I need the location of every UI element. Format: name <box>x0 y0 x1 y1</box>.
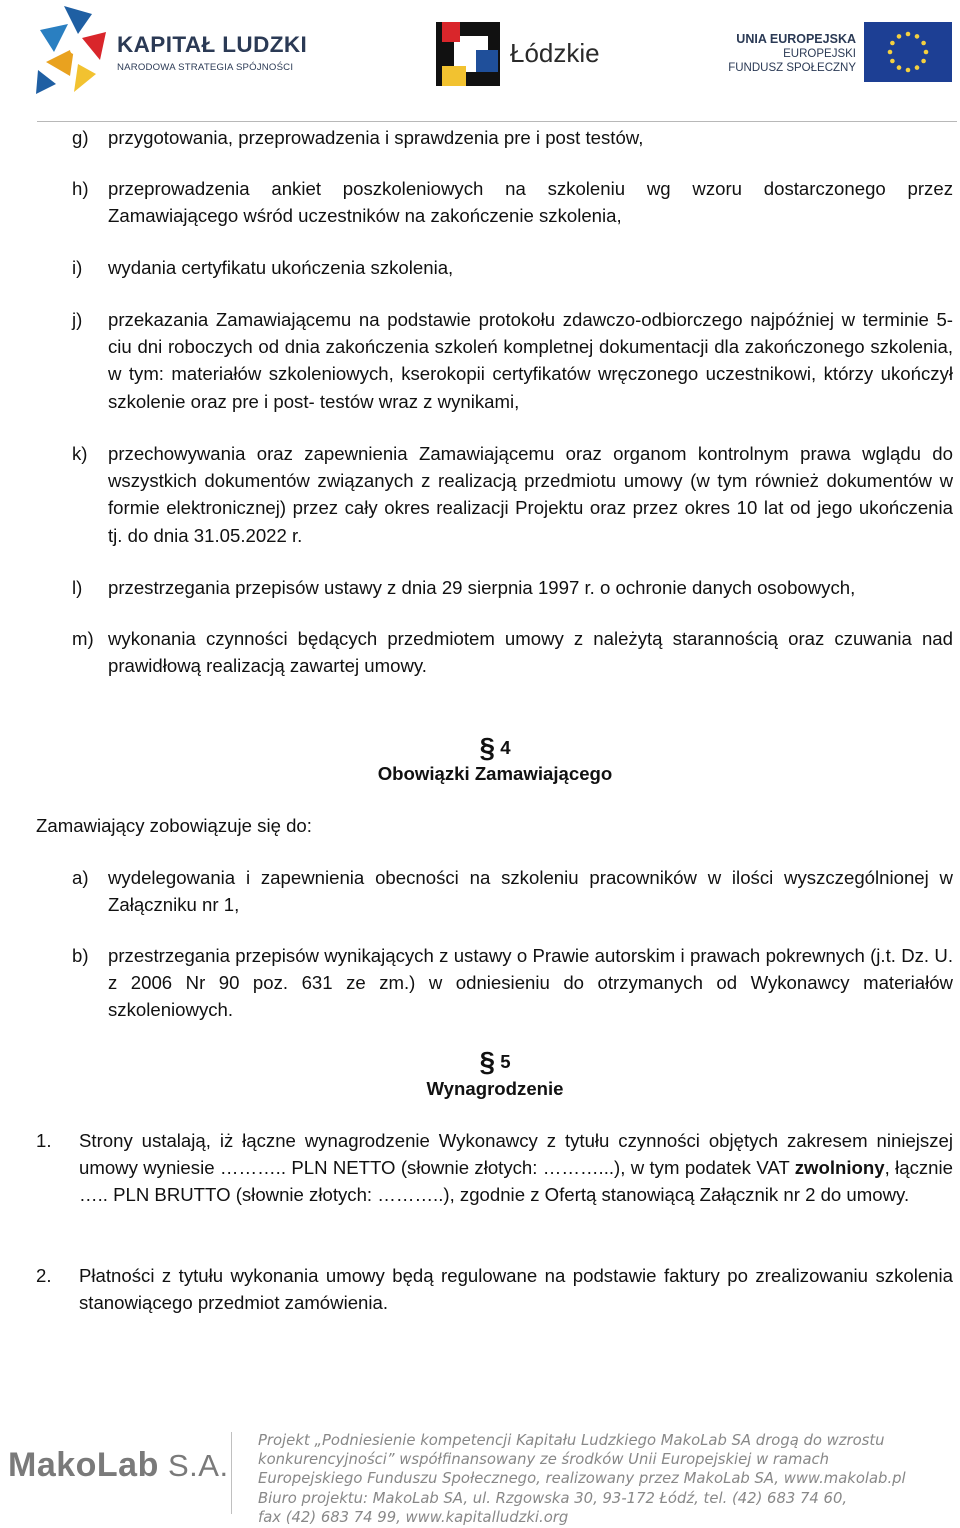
footer-line: fax (42) 683 74 99, www.kapitalludzki.org <box>258 1508 569 1526</box>
footer-line: Projekt „Podniesienie kompetencji Kapitału Ludzkiego MakoLab SA drogą do wzrostu <box>258 1432 885 1449</box>
list-item-label: g) <box>72 127 89 148</box>
payment-text-after: , łącznie ….. PLN BRUTTO (słownie złotych: ………..), zgodnie z Ofertą stanowiącą Załącznik nr 2 do umowy. <box>79 1157 953 1206</box>
list-item-label: m) <box>72 628 94 649</box>
section-symbol: § <box>479 732 496 763</box>
page-header <box>0 0 960 120</box>
section-4-title: Obowiązki Zamawiającego <box>377 763 613 784</box>
list-item-text: przekazania Zamawiającemu na podstawie protokołu zdawczo-odbiorczego najpóźniej w terminie 5-ciu dni roboczych od dnia zakończenia szkoleń kompletnej dokumentacji dla zakończonego szkolenia, w tym: materiałów szkoleniowych, kserokopii certyfikatów wręczonego uczestnikowi, którzy ukończył szkolenie oraz pre i post- testów wraz z wynikami, <box>108 309 953 412</box>
list-item-label: h) <box>72 178 89 199</box>
makolab-logo <box>8 1446 229 1485</box>
footer-line: konkurencyjności” współfinansowany ze środków Unii Europejskiej w ramach <box>258 1451 830 1469</box>
numbered-item <box>36 1127 953 1209</box>
makolab-logo-sa: S.A. <box>158 1448 229 1483</box>
list-item-label: i) <box>72 257 83 278</box>
vat-status: zwolniony <box>794 1157 885 1179</box>
eu-line-3: FUNDUSZ SPOŁECZNY <box>728 62 856 74</box>
kapital-ludzki-title: KAPITAŁ LUDZKI <box>117 32 308 57</box>
makolab-logo-main: MakoLab <box>8 1446 159 1484</box>
header-divider <box>37 121 957 122</box>
section-5-title: Wynagrodzenie <box>426 1078 564 1099</box>
section-symbol: § <box>479 1046 496 1077</box>
list-item-label: a) <box>72 867 89 888</box>
list-item-text: przestrzegania przepisów wynikających z ustawy o Prawie autorskim i prawach pokrewnych (j.t. Dz. U. z 2006 Nr 90 poz. 631 ze zm.) w odniesieniu do otrzymanych od Wykonawcy materiałów szkoleniowych. <box>108 945 953 1021</box>
section-4-intro: Zamawiający zobowiązuje się do: <box>36 815 312 836</box>
list-item <box>72 864 953 918</box>
footer-divider <box>231 1432 232 1514</box>
footer-line: Europejskiego Funduszu Społecznego, realizowany przez MakoLab SA, www.makolab.pl <box>258 1470 906 1488</box>
footer-line: Biuro projektu: MakoLab SA, ul. Rzgowska 30, 93-172 Łódź, tel. (42) 683 74 60, <box>258 1489 848 1507</box>
list-item <box>72 306 953 415</box>
list-item-text: wydelegowania i zapewnienia obecności na szkoleniu pracowników w ilości wyszczególnionej w Załączniku nr 1, <box>108 867 953 916</box>
list-item-text: wykonania czynności będących przedmiotem umowy z należytą starannością oraz czuwania nad prawidłową realizacją zawartej umowy. <box>108 628 953 677</box>
section-4-number <box>0 734 960 761</box>
list-item <box>72 124 953 151</box>
list-item-label: k) <box>72 443 88 464</box>
section-5-number <box>0 1048 960 1075</box>
list-item <box>72 625 953 679</box>
eu-text-block <box>728 32 856 76</box>
list-item-text: przygotowania, przeprowadzenia i sprawdzenia pre i post testów, <box>108 127 644 148</box>
footer-project-info <box>258 1431 958 1527</box>
list-item <box>72 175 953 229</box>
list-item <box>72 440 953 549</box>
payment-text-before: Strony ustalają, iż łączne wynagrodzenie Wykonawcy z tytułu czynności objętych zakresem niniejszej umowy wyniesie ……….. PLN NETTO (słownie złotych: ………...), w tym podatek VAT <box>79 1130 953 1179</box>
list-item <box>72 942 953 1024</box>
numbered-item <box>36 1262 953 1316</box>
list-item <box>72 254 953 281</box>
eu-line-2: EUROPEJSKI <box>783 47 856 60</box>
numbered-item-text <box>79 1127 953 1209</box>
list-item-text: wydania certyfikatu ukończenia szkolenia, <box>108 257 454 278</box>
lodzkie-logo-icon <box>436 22 500 86</box>
section-number: 4 <box>500 737 511 758</box>
lodzkie-name: Łódzkie <box>510 38 600 68</box>
numbered-item-label: 1. <box>36 1130 52 1151</box>
list-item-label: b) <box>72 945 89 966</box>
kapital-ludzki-emblem-icon <box>34 4 114 96</box>
list-item <box>72 574 953 601</box>
list-item-text: przeprowadzenia ankiet poszkoleniowych na szkoleniu wg wzoru dostarczonego przez Zamawiającego wśród uczestników na zakończenie szkolenia, <box>108 178 953 227</box>
numbered-item-label: 2. <box>36 1265 52 1286</box>
list-item-text: przestrzegania przepisów ustawy z dnia 29 sierpnia 1997 r. o ochronie danych osobowych, <box>108 577 856 598</box>
list-item-label: l) <box>72 577 83 598</box>
kapital-ludzki-subtitle: NARODOWA STRATEGIA SPÓJNOŚCI <box>117 62 294 73</box>
list-item-label: j) <box>72 309 83 330</box>
eu-flag-icon <box>864 22 952 82</box>
list-item-text: przechowywania oraz zapewnienia Zamawiającemu oraz organom kontrolnym prawa wglądu do wszystkich dokumentów związanych z realizacją przedmiotu umowy (w tym również dokumentów w formie elektronicznej) przez cały okres realizacji Projektu oraz przez okres 10 lat od jego ukończenia tj. do dnia 31.05.2022 r. <box>108 443 953 546</box>
eu-line-1: UNIA EUROPEJSKA <box>736 32 856 46</box>
numbered-item-text: Płatności z tytułu wykonania umowy będą regulowane na podstawie faktury po zrealizowaniu szkolenia stanowiącego przedmiot zamówienia. <box>79 1265 953 1314</box>
section-number: 5 <box>500 1051 511 1072</box>
